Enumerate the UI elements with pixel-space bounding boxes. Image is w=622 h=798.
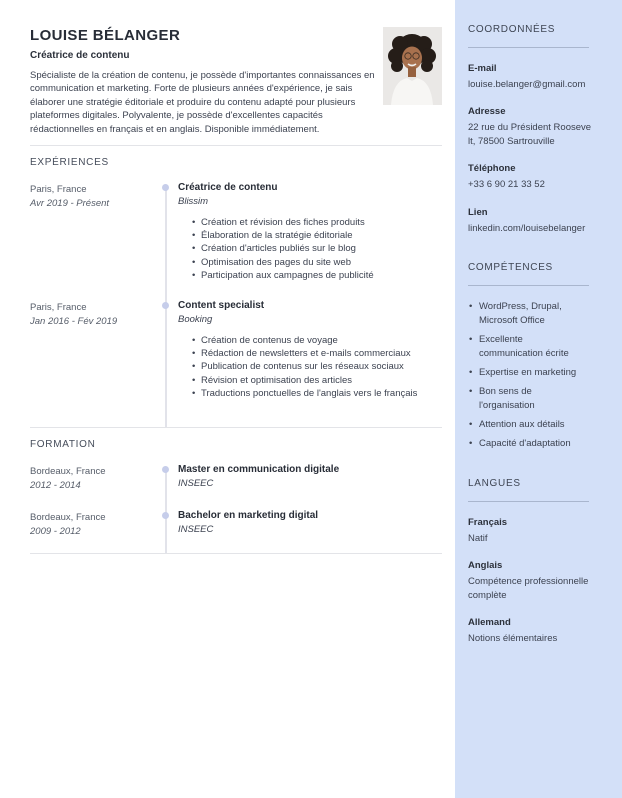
contact-link-group: [468, 206, 589, 235]
email-label: E-mail: [468, 63, 497, 74]
experience-meta: [30, 181, 178, 282]
experience-company: Booking: [178, 314, 213, 326]
experience-role: Créatrice de contenu: [178, 182, 278, 194]
experience-bullet: • Révision et optimisation des articles: [192, 374, 442, 387]
formation-school: INSEEC: [178, 478, 214, 490]
formation-item: [30, 463, 442, 492]
formation-item: [30, 509, 442, 538]
language-name: Allemand: [468, 617, 511, 629]
phone-label: Téléphone: [468, 163, 516, 175]
address-line-1: 22 rue du Président Rooseve: [468, 122, 592, 134]
phone-value: +33 6 90 21 33 52: [468, 179, 545, 191]
coordonnees-section-title: COORDONNÉES: [468, 24, 589, 48]
experience-bullet: • Élaboration de la stratégie éditoriale: [192, 229, 442, 242]
experience-meta: [30, 299, 178, 400]
experience-bullet: • Création d'articles publiés sur le blog: [192, 242, 442, 255]
language-item: [468, 516, 589, 545]
experience-location: Paris, France: [30, 184, 87, 196]
experiences-section: [30, 156, 442, 427]
person-name: LOUISE BÉLANGER: [30, 27, 181, 44]
experiences-timeline: [30, 181, 442, 427]
experiences-section-title: EXPÉRIENCES: [30, 157, 109, 169]
experience-location: Paris, France: [30, 302, 87, 314]
skill-item: • Capacité d'adaptation: [468, 437, 589, 451]
bottom-divider: [30, 553, 442, 554]
address-label: Adresse: [468, 106, 506, 118]
skill-item: • WordPress, Drupal, Microsoft Office: [468, 300, 589, 328]
experience-content: [178, 181, 442, 282]
formation-degree: Master en communication digitale: [178, 464, 340, 476]
skill-item: • Attention aux détails: [468, 418, 589, 432]
formation-content: [178, 463, 442, 492]
experience-company: Blissim: [178, 196, 209, 208]
language-level: Notions élémentaires: [468, 633, 558, 645]
experience-bullet: • Traductions ponctuelles de l'anglais vers le français: [192, 387, 442, 400]
formation-meta: [30, 463, 178, 492]
experience-bullet: • Création et révision des fiches produits: [192, 216, 442, 229]
skills-list: [468, 300, 589, 451]
experience-dates: Avr 2019 - Présent: [30, 198, 110, 210]
contact-phone-group: [468, 162, 589, 191]
experience-bullets: [192, 216, 442, 282]
experience-item: [30, 299, 442, 400]
skill-item: • Expertise en marketing: [468, 366, 589, 380]
skill-item: • Excellente communication écrite: [468, 333, 589, 361]
formation-meta: [30, 509, 178, 538]
profile-photo: [383, 27, 442, 105]
formation-timeline: [30, 463, 442, 553]
language-name: Français: [468, 517, 508, 529]
formation-section: [30, 438, 442, 553]
experience-bullet: • Rédaction de newsletters et e-mails commerciaux: [192, 347, 442, 360]
timeline-dot-icon: [162, 184, 169, 191]
address-line-2: lt, 78500 Sartrouville: [468, 135, 555, 147]
person-job-title: Créatrice de contenu: [30, 50, 130, 61]
formation-location: Bordeaux, France: [30, 512, 106, 524]
language-item: [468, 616, 589, 645]
formation-school: INSEEC: [178, 524, 214, 536]
header-divider: [30, 145, 442, 146]
header-text-block: [30, 27, 377, 136]
contact-email-group: [468, 62, 589, 91]
formation-dates: 2009 - 2012: [30, 526, 81, 538]
experience-role: Content specialist: [178, 300, 265, 312]
formation-content: [178, 509, 442, 538]
experience-bullets: [192, 334, 442, 400]
timeline-dot-icon: [162, 466, 169, 473]
section-divider: [30, 427, 442, 428]
experience-bullet: • Publication de contenus sur les réseaux sociaux: [192, 360, 442, 373]
link-value: linkedin.com/louisebelanger: [468, 222, 586, 234]
experience-item: [30, 181, 442, 282]
email-value: louise.belanger@gmail.com: [468, 79, 586, 90]
timeline-dot-icon: [162, 512, 169, 519]
language-level: Compétence professionnelle complète: [468, 576, 589, 601]
formation-dates: 2012 - 2014: [30, 480, 81, 492]
experience-bullet: • Participation aux campagnes de publicité: [192, 269, 442, 282]
profile-summary: Spécialiste de la création de contenu, je possède d'importantes connaissances en communication et marketing. Forte de plusieurs années d'expérience, je sais élaborer une stratégie éditoriale et produire du contenu adapté pour plusieurs plateformes digitales. Polyvalente, je possède d'excellentes capacités rédactionnelles en français et en anglais. Disponible immédiatement.: [30, 70, 375, 135]
language-level: Natif: [468, 533, 488, 545]
link-label: Lien: [468, 206, 488, 218]
experience-bullet: • Création de contenus de voyage: [192, 334, 442, 347]
language-item: [468, 559, 589, 602]
resume-header: [30, 27, 442, 136]
skill-item: • Bon sens de l'organisation: [468, 385, 589, 413]
experience-bullet: • Optimisation des pages du site web: [192, 256, 442, 269]
language-name: Anglais: [468, 560, 503, 572]
contact-address-group: [468, 105, 592, 148]
experience-content: [178, 299, 442, 400]
formation-section-title: FORMATION: [30, 439, 96, 451]
competences-section-title: COMPÉTENCES: [468, 262, 589, 286]
resume-sidebar: [455, 0, 622, 798]
langues-section-title: LANGUES: [468, 478, 589, 502]
formation-degree: Bachelor en marketing digital: [178, 510, 319, 522]
experience-dates: Jan 2016 - Fév 2019: [30, 316, 118, 328]
formation-location: Bordeaux, France: [30, 466, 106, 478]
timeline-dot-icon: [162, 302, 169, 309]
portrait-illustration: [383, 27, 442, 105]
